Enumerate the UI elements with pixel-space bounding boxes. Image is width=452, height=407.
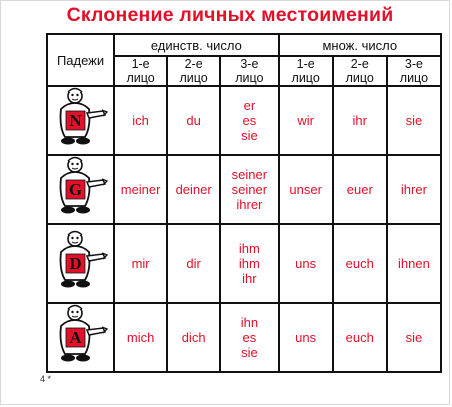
pronoun-form: du bbox=[186, 113, 201, 128]
singular-header: единств. число bbox=[114, 34, 279, 56]
person-header bbox=[333, 56, 387, 86]
person-header bbox=[387, 56, 441, 86]
pronoun-cell bbox=[220, 86, 278, 155]
pronoun-form: ihrer bbox=[400, 182, 427, 197]
pronoun-form: ihn bbox=[240, 315, 259, 330]
person-word: лицо bbox=[399, 71, 429, 85]
case-row bbox=[47, 224, 441, 303]
case-row bbox=[47, 155, 441, 224]
case-icon-cell bbox=[47, 303, 114, 372]
cases-header: Падежи bbox=[47, 34, 114, 86]
case-mascot-icon bbox=[53, 304, 109, 366]
pronoun-cell bbox=[114, 155, 167, 224]
person-header bbox=[167, 56, 220, 86]
pronoun-form: meiner bbox=[120, 182, 161, 197]
person-word: лицо bbox=[126, 71, 155, 85]
case-letter: G bbox=[68, 180, 82, 199]
case-mascot-icon bbox=[53, 230, 109, 292]
case-letter: A bbox=[68, 328, 82, 347]
person-header bbox=[279, 56, 333, 86]
pronoun-cell bbox=[220, 224, 278, 303]
pronoun-cell bbox=[387, 224, 441, 303]
case-row bbox=[47, 303, 441, 372]
case-mascot-icon bbox=[53, 156, 109, 218]
pronoun-cell bbox=[167, 155, 220, 224]
case-icon-cell bbox=[47, 155, 114, 224]
pronoun-cell bbox=[167, 224, 220, 303]
pronoun-form: seiner bbox=[231, 167, 268, 182]
pronoun-form: euch bbox=[345, 330, 374, 345]
pronoun-form: ihr bbox=[242, 271, 257, 286]
case-letter: D bbox=[68, 254, 82, 273]
pronoun-cell bbox=[279, 224, 333, 303]
pronoun-cell bbox=[114, 224, 167, 303]
pronoun-cell bbox=[279, 86, 333, 155]
page-footer: 4 * bbox=[40, 374, 52, 384]
pronoun-cell bbox=[387, 303, 441, 372]
pronoun-form: sie bbox=[241, 345, 258, 360]
person-word: лицо bbox=[345, 71, 374, 85]
pronoun-form: seiner bbox=[231, 182, 268, 197]
pronoun-form: sie bbox=[241, 128, 258, 143]
pronoun-form: wir bbox=[297, 113, 314, 128]
declension-table bbox=[46, 33, 442, 373]
person-header bbox=[220, 56, 278, 86]
pronoun-cell bbox=[220, 303, 278, 372]
pronoun-cell bbox=[333, 224, 387, 303]
plural-header: множ. число bbox=[279, 34, 441, 56]
person-number: 1-е bbox=[131, 57, 150, 71]
pronoun-cell bbox=[114, 303, 167, 372]
page-title: Склонение личных местоимений bbox=[66, 4, 394, 26]
person-number: 1-е bbox=[296, 57, 315, 71]
pronoun-form: sie bbox=[405, 330, 423, 345]
case-icon-cell bbox=[47, 86, 114, 155]
person-number: 2-е bbox=[350, 57, 369, 71]
pronoun-form: er bbox=[243, 98, 256, 113]
pronoun-cell bbox=[167, 303, 220, 372]
pronoun-cell bbox=[114, 86, 167, 155]
pronoun-cell bbox=[333, 155, 387, 224]
pronoun-cell bbox=[333, 303, 387, 372]
case-mascot-icon bbox=[53, 87, 109, 149]
pronoun-cell bbox=[279, 155, 333, 224]
pronoun-form: mir bbox=[131, 256, 150, 271]
pronoun-form: unser bbox=[289, 182, 322, 197]
pronoun-form: euer bbox=[346, 182, 373, 197]
pronoun-form: ihrer bbox=[236, 197, 263, 212]
pronoun-form: dir bbox=[186, 256, 201, 271]
pronoun-form: ihr bbox=[352, 113, 367, 128]
pronoun-form: euch bbox=[345, 256, 374, 271]
pronoun-cell bbox=[167, 86, 220, 155]
case-icon-cell bbox=[47, 224, 114, 303]
pronoun-form: sie bbox=[405, 113, 423, 128]
person-number: 3-е bbox=[404, 57, 423, 71]
pronoun-cell bbox=[279, 303, 333, 372]
pronoun-form: ihm bbox=[238, 256, 260, 271]
pronoun-form: ich bbox=[132, 113, 149, 128]
pronoun-cell bbox=[220, 155, 278, 224]
pronoun-form: mich bbox=[126, 330, 155, 345]
person-header bbox=[114, 56, 167, 86]
case-row bbox=[47, 86, 441, 155]
pronoun-form: es bbox=[242, 113, 257, 128]
person-number: 2-е bbox=[184, 57, 203, 71]
case-letter: N bbox=[68, 111, 82, 130]
pronoun-form: deiner bbox=[175, 182, 212, 197]
person-word: лицо bbox=[179, 71, 208, 85]
pronoun-form: es bbox=[242, 330, 257, 345]
person-word: лицо bbox=[235, 71, 264, 85]
pronoun-cell bbox=[333, 86, 387, 155]
person-number: 3-е bbox=[240, 57, 259, 71]
pronoun-cell bbox=[387, 155, 441, 224]
pronoun-form: dich bbox=[181, 330, 206, 345]
pronoun-form: uns bbox=[295, 256, 317, 271]
person-word: лицо bbox=[291, 71, 320, 85]
pronoun-form: uns bbox=[295, 330, 317, 345]
pronoun-form: ihnen bbox=[398, 256, 430, 271]
pronoun-cell bbox=[387, 86, 441, 155]
pronoun-form: ihm bbox=[238, 241, 260, 256]
